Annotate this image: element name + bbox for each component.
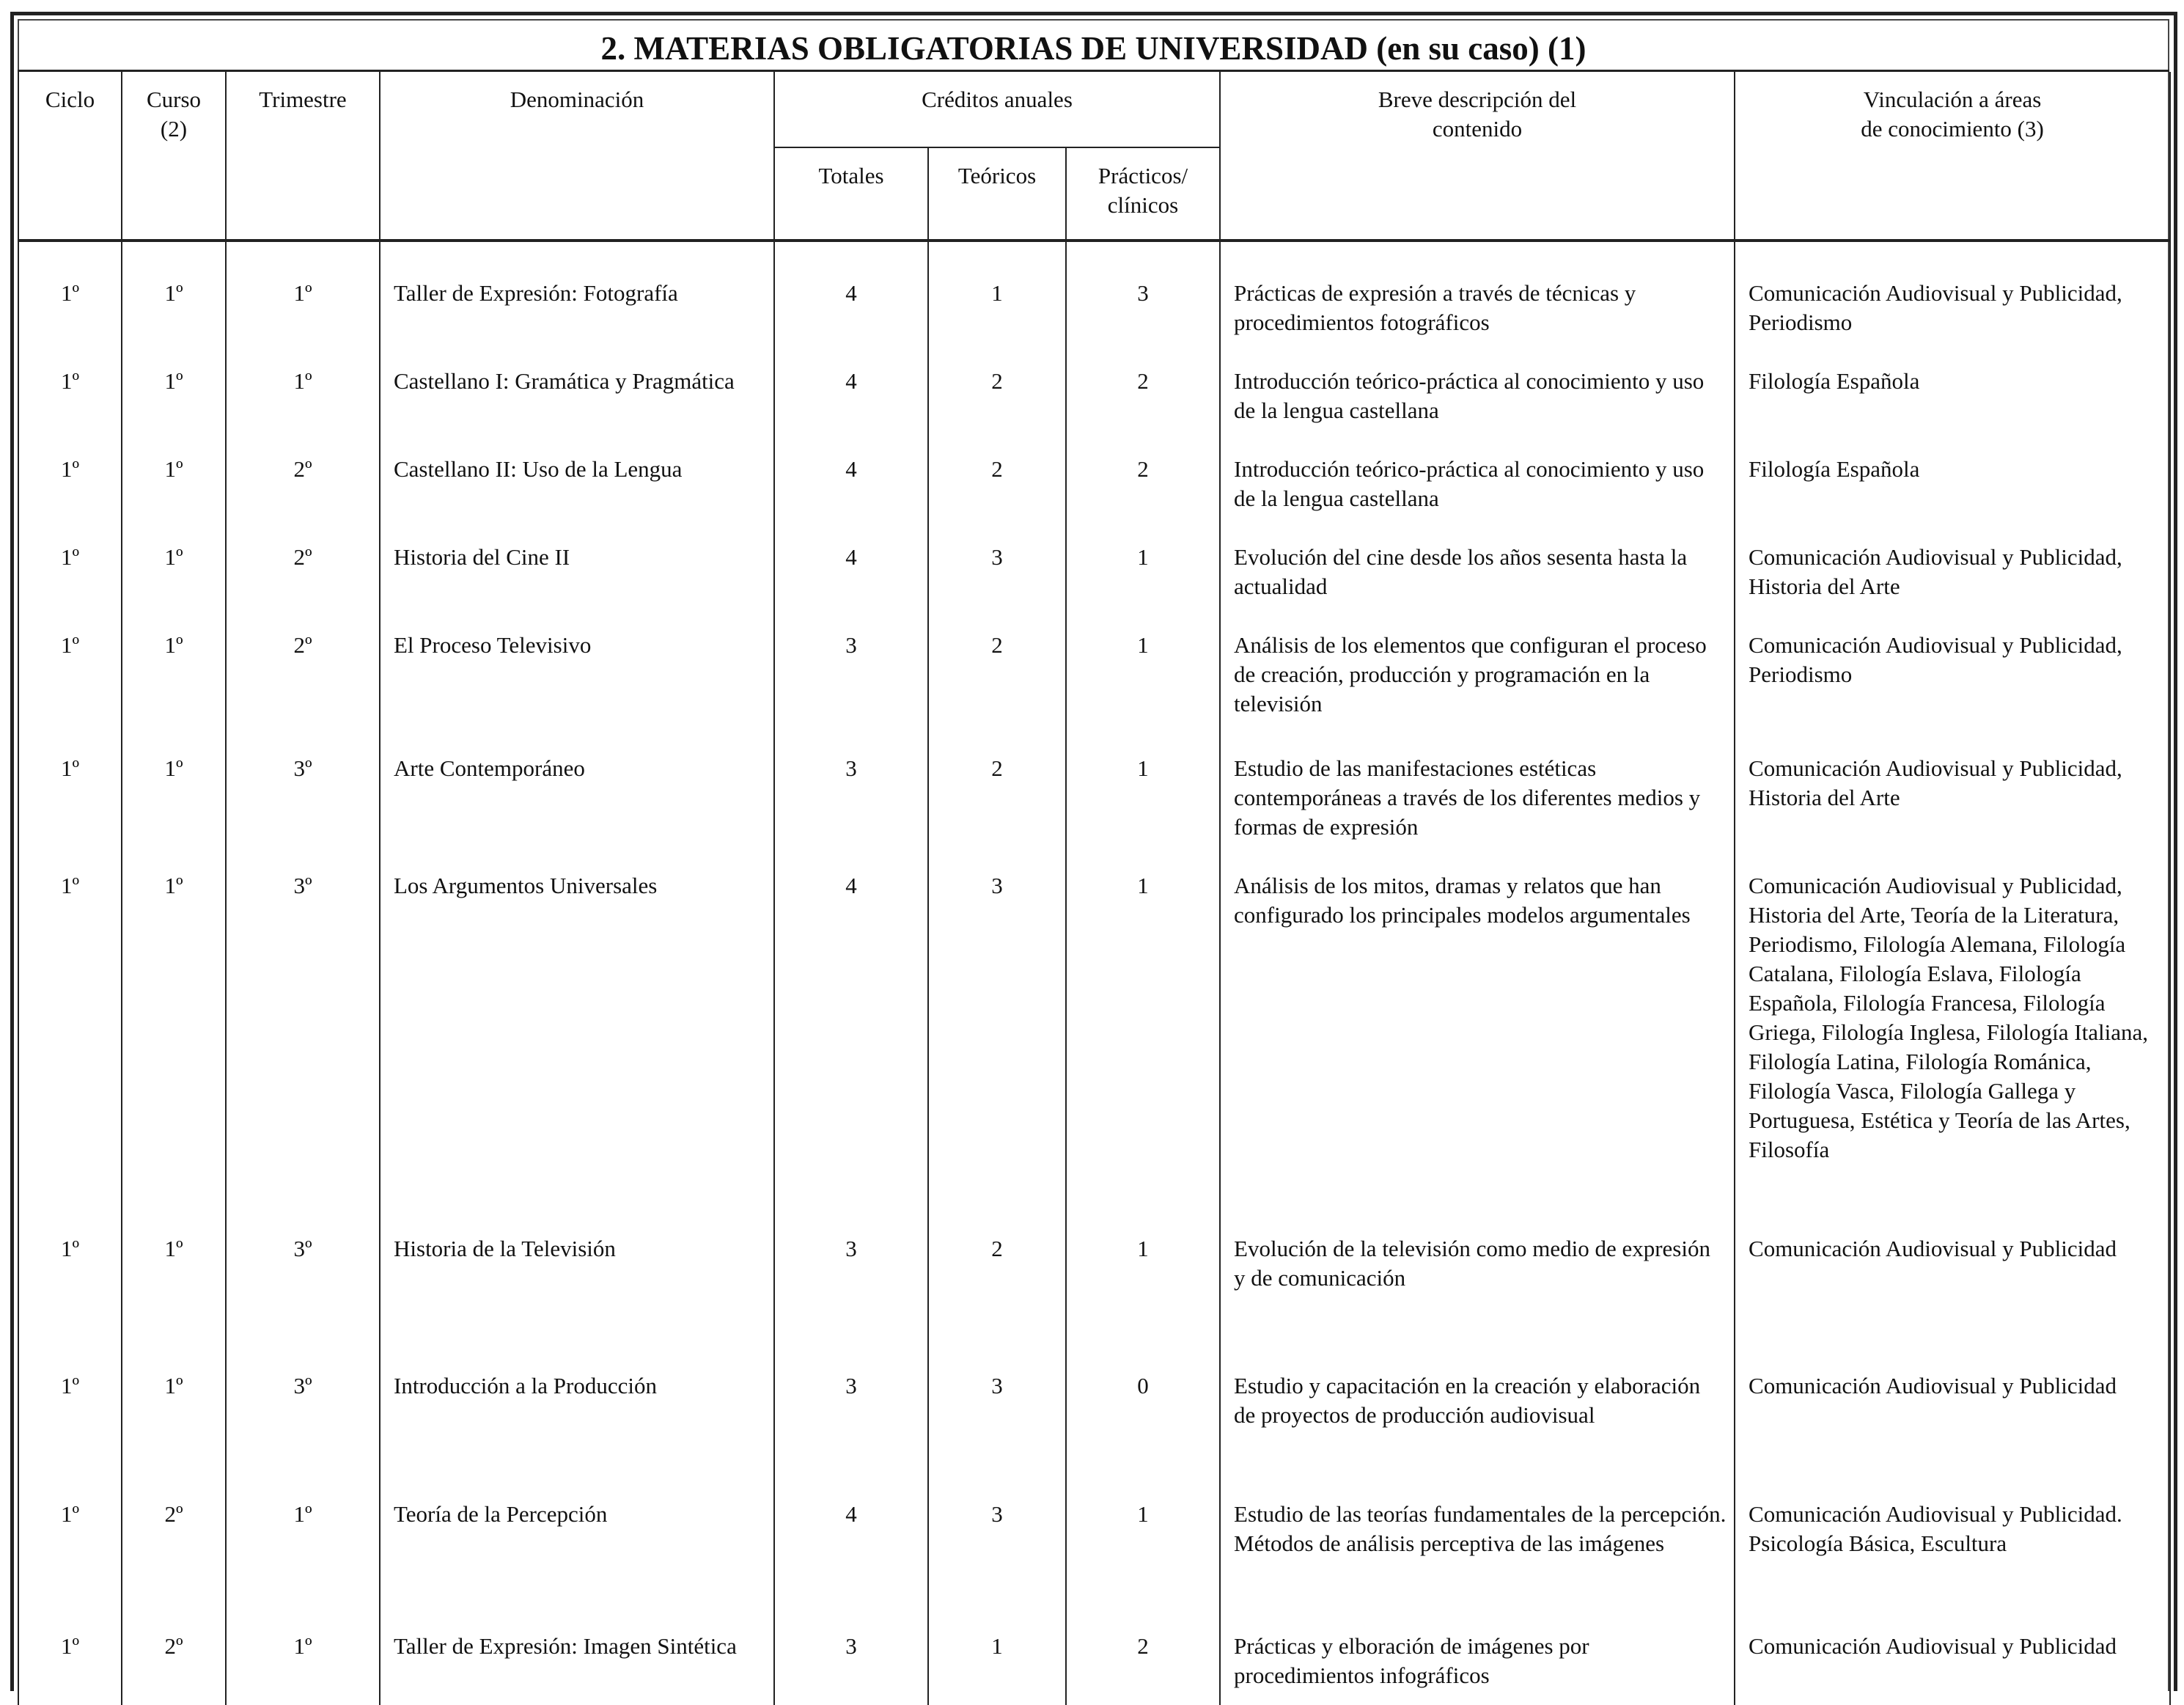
cell-vinculacion: Comunicación Audiovisual y Publicidad, Periodismo (1735, 631, 2170, 754)
cell-teoricos: 2 (928, 754, 1066, 871)
cell-vinculacion: Comunicación Audiovisual y Publicidad (1735, 1371, 2170, 1500)
cell-practicos: 1 (1066, 1234, 1220, 1371)
cell-practicos: 2 (1066, 367, 1220, 455)
cell-denominacion: Teoría de la Percepción (380, 1500, 774, 1632)
cell-trimestre: 2º (226, 543, 380, 631)
header-denominacion: Denominación (380, 72, 774, 241)
table-row (18, 1371, 2170, 1500)
cell-totales: 4 (774, 367, 928, 455)
cell-teoricos: 1 (928, 1632, 1066, 1705)
cell-denominacion: Arte Contemporáneo (380, 754, 774, 871)
cell-denominacion: Taller de Expresión: Imagen Sintética (380, 1632, 774, 1705)
cell-vinculacion: Comunicación Audiovisual y Publicidad, Historia del Arte (1735, 543, 2170, 631)
cell-totales: 4 (774, 1500, 928, 1632)
cell-denominacion: Historia del Cine II (380, 543, 774, 631)
cell-descripcion: Estudio de las teorías fundamentales de la percepción. Métodos de análisis perceptiva de las imágenes (1220, 1500, 1735, 1632)
cell-totales: 3 (774, 1371, 928, 1500)
cell-ciclo: 1º (18, 631, 122, 754)
cell-curso: 1º (122, 279, 226, 367)
cell-trimestre: 1º (226, 1632, 380, 1705)
cell-curso: 1º (122, 631, 226, 754)
cell-curso: 1º (122, 367, 226, 455)
cell-denominacion: Los Argumentos Universales (380, 871, 774, 1234)
table-row (18, 455, 2170, 543)
cell-teoricos: 2 (928, 1234, 1066, 1371)
cell-descripcion: Prácticas y elboración de imágenes por procedimientos infográficos (1220, 1632, 1735, 1705)
cell-practicos: 2 (1066, 1632, 1220, 1705)
cell-ciclo: 1º (18, 455, 122, 543)
header-trimestre: Trimestre (226, 72, 380, 241)
cell-ciclo: 1º (18, 279, 122, 367)
cell-ciclo: 1º (18, 871, 122, 1234)
cell-totales: 3 (774, 1234, 928, 1371)
cell-trimestre: 3º (226, 754, 380, 871)
page-title: 2. MATERIAS OBLIGATORIAS DE UNIVERSIDAD (en su caso) (1) (18, 21, 2169, 72)
cell-curso: 1º (122, 455, 226, 543)
cell-practicos: 1 (1066, 1500, 1220, 1632)
cell-ciclo: 1º (18, 1371, 122, 1500)
cell-ciclo: 1º (18, 1500, 122, 1632)
table-row (18, 367, 2170, 455)
table-row (18, 1234, 2170, 1371)
cell-trimestre: 3º (226, 1371, 380, 1500)
cell-vinculacion: Filología Española (1735, 455, 2170, 543)
cell-trimestre: 1º (226, 279, 380, 367)
cell-trimestre: 1º (226, 1500, 380, 1632)
table-row (18, 1632, 2170, 1705)
cell-denominacion: Castellano I: Gramática y Pragmática (380, 367, 774, 455)
cell-ciclo: 1º (18, 367, 122, 455)
cell-descripcion: Introducción teórico-práctica al conocimiento y uso de la lengua castellana (1220, 367, 1735, 455)
cell-vinculacion: Comunicación Audiovisual y Publicidad, Periodismo (1735, 279, 2170, 367)
cell-teoricos: 3 (928, 543, 1066, 631)
table-row (18, 631, 2170, 754)
cell-vinculacion: Comunicación Audiovisual y Publicidad, Historia del Arte, Teoría de la Literatura, Periodismo, Filología Alemana, Filología Catalana, Filología Eslava, Filología Española, Filología Francesa, Filología Griega, Filología Inglesa, Filología Italiana, Filología Latina, Filología Románica, Filología Vasca, Filología Gallega y Portuguesa, Estética y Teoría de las Artes, Filosofía (1735, 871, 2170, 1234)
cell-teoricos: 2 (928, 455, 1066, 543)
cell-descripcion: Evolución de la televisión como medio de expresión y de comunicación (1220, 1234, 1735, 1371)
cell-descripcion: Estudio de las manifestaciones estéticas contemporáneas a través de los diferentes medios y formas de expresión (1220, 754, 1735, 871)
cell-teoricos: 3 (928, 871, 1066, 1234)
cell-totales: 4 (774, 455, 928, 543)
header-teoricos: Teóricos (928, 147, 1066, 241)
header-creditos: Créditos anuales (774, 72, 1220, 147)
cell-totales: 3 (774, 1632, 928, 1705)
table-header (18, 72, 2170, 241)
cell-teoricos: 1 (928, 279, 1066, 367)
header-curso: Curso (2) (122, 72, 226, 241)
cell-vinculacion: Comunicación Audiovisual y Publicidad, Historia del Arte (1735, 754, 2170, 871)
cell-descripcion: Introducción teórico-práctica al conocimiento y uso de la lengua castellana (1220, 455, 1735, 543)
cell-practicos: 1 (1066, 543, 1220, 631)
cell-denominacion: Historia de la Televisión (380, 1234, 774, 1371)
cell-vinculacion: Comunicación Audiovisual y Publicidad (1735, 1632, 2170, 1705)
cell-trimestre: 2º (226, 631, 380, 754)
cell-descripcion: Análisis de los elementos que configuran el proceso de creación, producción y programación en la televisión (1220, 631, 1735, 754)
cell-ciclo: 1º (18, 1632, 122, 1705)
cell-totales: 4 (774, 543, 928, 631)
cell-denominacion: El Proceso Televisivo (380, 631, 774, 754)
header-totales: Totales (774, 147, 928, 241)
cell-trimestre: 3º (226, 871, 380, 1234)
cell-denominacion: Taller de Expresión: Fotografía (380, 279, 774, 367)
cell-ciclo: 1º (18, 543, 122, 631)
cell-vinculacion: Comunicación Audiovisual y Publicidad. Psicología Básica, Escultura (1735, 1500, 2170, 1632)
cell-curso: 1º (122, 871, 226, 1234)
table-row (18, 754, 2170, 871)
cell-trimestre: 3º (226, 1234, 380, 1371)
header-descripcion: Breve descripción del contenido (1220, 72, 1735, 241)
table-row (18, 1500, 2170, 1632)
cell-descripcion: Prácticas de expresión a través de técnicas y procedimientos fotográficos (1220, 279, 1735, 367)
cell-curso: 2º (122, 1632, 226, 1705)
cell-teoricos: 3 (928, 1500, 1066, 1632)
cell-practicos: 1 (1066, 871, 1220, 1234)
cell-ciclo: 1º (18, 1234, 122, 1371)
cell-totales: 3 (774, 631, 928, 754)
header-vinculacion: Vinculación a áreas de conocimiento (3) (1735, 72, 2170, 241)
cell-teoricos: 2 (928, 367, 1066, 455)
cell-trimestre: 2º (226, 455, 380, 543)
cell-curso: 1º (122, 1234, 226, 1371)
cell-practicos: 0 (1066, 1371, 1220, 1500)
cell-descripcion: Análisis de los mitos, dramas y relatos que han configurado los principales modelos argumentales (1220, 871, 1735, 1234)
table-row (18, 871, 2170, 1234)
cell-ciclo: 1º (18, 754, 122, 871)
cell-totales: 4 (774, 279, 928, 367)
cell-denominacion: Castellano II: Uso de la Lengua (380, 455, 774, 543)
table-row (18, 279, 2170, 367)
cell-totales: 4 (774, 871, 928, 1234)
cell-descripcion: Evolución del cine desde los años sesenta hasta la actualidad (1220, 543, 1735, 631)
header-practicos: Prácticos/ clínicos (1066, 147, 1220, 241)
cell-curso: 1º (122, 754, 226, 871)
header-ciclo: Ciclo (18, 72, 122, 241)
cell-teoricos: 2 (928, 631, 1066, 754)
cell-vinculacion: Comunicación Audiovisual y Publicidad (1735, 1234, 2170, 1371)
cell-vinculacion: Filología Española (1735, 367, 2170, 455)
cell-curso: 1º (122, 1371, 226, 1500)
cell-teoricos: 3 (928, 1371, 1066, 1500)
cell-curso: 1º (122, 543, 226, 631)
cell-practicos: 1 (1066, 631, 1220, 754)
subjects-table (18, 72, 2171, 1705)
cell-totales: 3 (774, 754, 928, 871)
cell-practicos: 2 (1066, 455, 1220, 543)
cell-trimestre: 1º (226, 367, 380, 455)
cell-curso: 2º (122, 1500, 226, 1632)
cell-practicos: 1 (1066, 754, 1220, 871)
cell-descripcion: Estudio y capacitación en la creación y elaboración de proyectos de producción audiovisual (1220, 1371, 1735, 1500)
cell-denominacion: Introducción a la Producción (380, 1371, 774, 1500)
table-row (18, 543, 2170, 631)
table-body (18, 241, 2170, 1705)
cell-practicos: 3 (1066, 279, 1220, 367)
